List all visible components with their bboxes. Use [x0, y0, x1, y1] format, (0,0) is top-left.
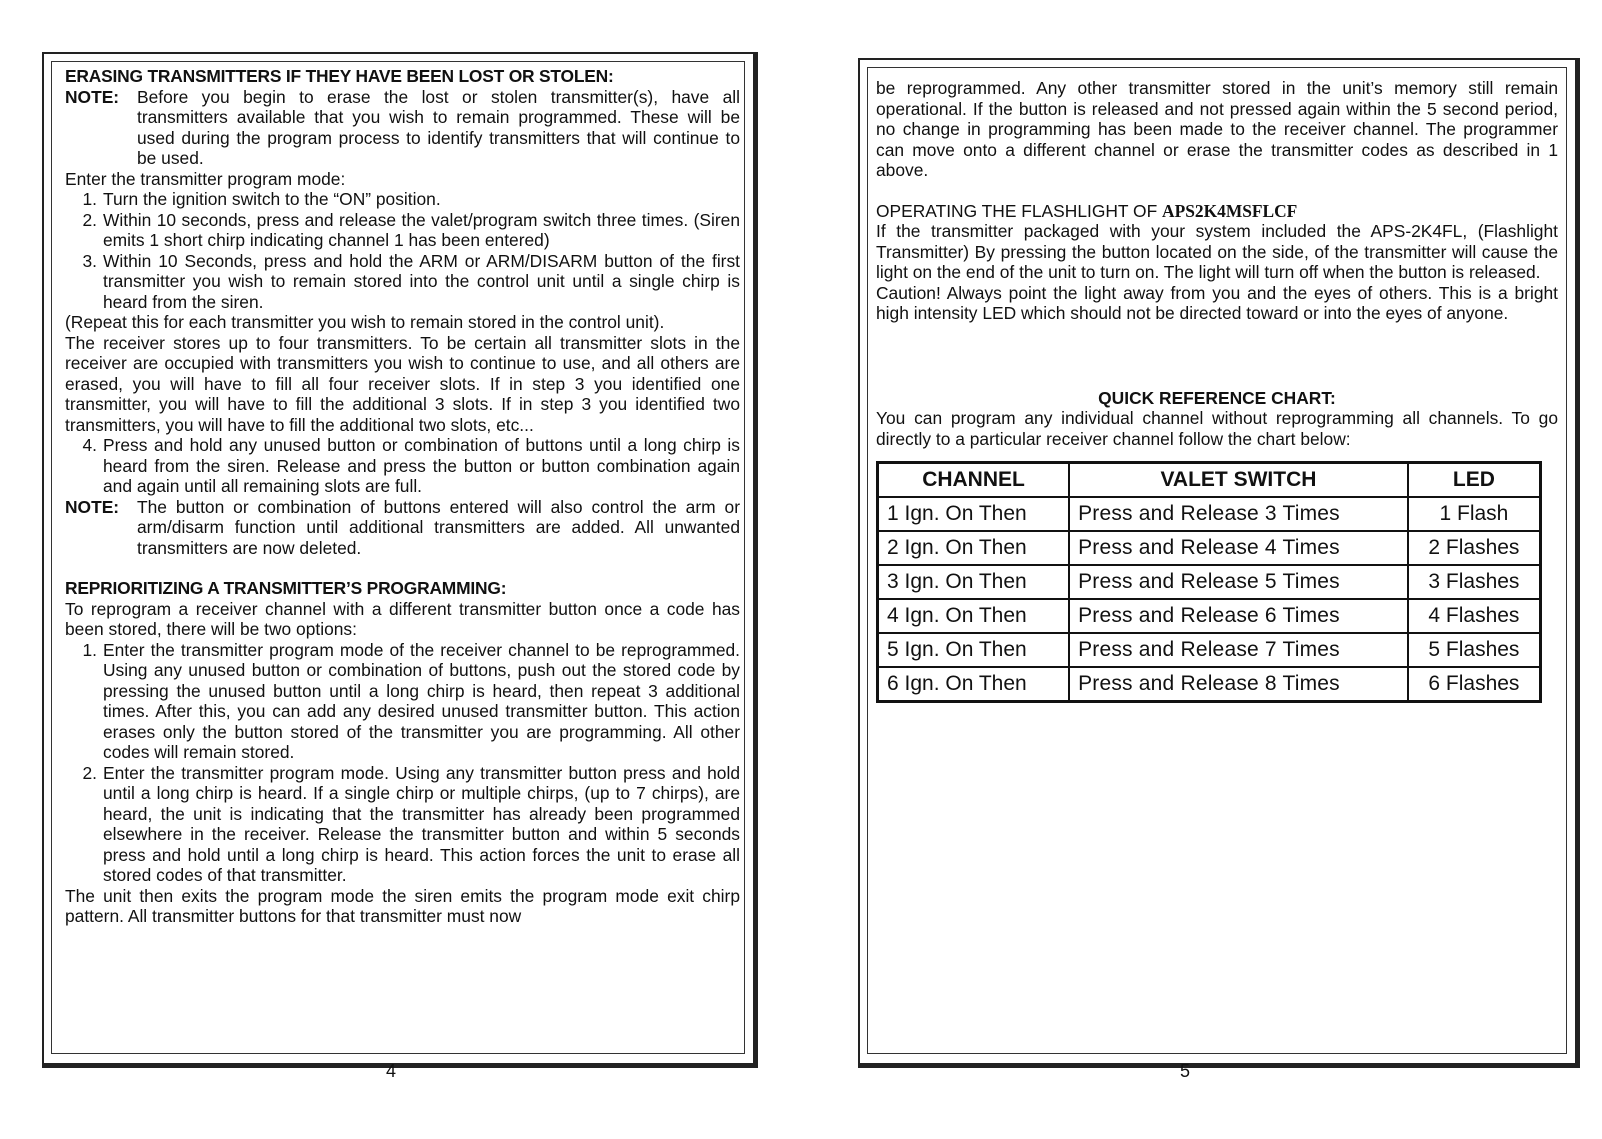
caution-text: Caution! Always point the light away from you and the eyes of others. This is a bright high intensity LED which should not be directed toward or into the eyes of anyone.	[876, 282, 1558, 323]
cell-valet-switch: Press and Release 7 Times	[1069, 633, 1408, 667]
header-valet-switch: VALET SWITCH	[1069, 463, 1408, 498]
step-number: 1.	[82, 189, 97, 209]
cell-valet-switch: Press and Release 6 Times	[1069, 599, 1408, 633]
table-row	[878, 667, 1541, 702]
left-page-content	[65, 66, 740, 927]
table-row	[878, 531, 1541, 565]
step-number: 4.	[82, 435, 97, 455]
right-page	[858, 58, 1580, 1068]
table-row	[878, 497, 1541, 531]
step-text: Turn the ignition switch to the “ON” position.	[103, 189, 441, 209]
option-number: 1.	[82, 639, 97, 660]
cell-channel: 4 Ign. On Then	[878, 599, 1070, 633]
step-text: Within 10 seconds, press and release the valet/program switch three times. (Siren emits 1 short chirp indicating channel 1 has been entered)	[103, 209, 740, 250]
cell-valet-switch: Press and Release 3 Times	[1069, 497, 1408, 531]
quick-reference-heading: QUICK REFERENCE CHART:	[1098, 387, 1336, 408]
step-text: Within 10 Seconds, press and hold the ARM or ARM/DISARM button of the first transmitter you wish to remain stored into the control unit until a single chirp is heard from the siren.	[103, 250, 740, 312]
section-spacer	[65, 558, 740, 578]
table-row	[878, 633, 1541, 667]
table-row	[878, 599, 1541, 633]
page-number-right: 5	[1180, 1061, 1191, 1081]
cell-led: 4 Flashes	[1408, 599, 1541, 633]
flashlight-text: If the transmitter packaged with your system included the APS-2K4FL, (Flashlight Transmitter) By pressing the button located on the side, of the transmitter will cause the light on the end of the unit to turn on. The light will turn off when the button is released.	[876, 221, 1558, 282]
section-spacer	[876, 181, 1558, 201]
repeat-text: (Repeat this for each transmitter you wish to remain stored in the control unit).	[65, 312, 665, 332]
option-text: Enter the transmitter program mode of the receiver channel to be reprogrammed. Using any unused button or combination of buttons, push out the stored code by pressing the unused button until a long chirp is heard, then repeat 3 additional times. After this, you can add any desired unused transmitter button. This action erases only the button stored of the transmitter you are programming. All other codes will remain stored.	[103, 639, 740, 762]
cell-channel: 1 Ign. On Then	[878, 497, 1070, 531]
flashlight-model: APS2K4MSFLCF	[1162, 200, 1298, 221]
step-4	[65, 435, 740, 497]
step-number: 2.	[82, 209, 97, 230]
step-text: Press and hold any unused button or combination of buttons until a long chirp is heard from the siren. Release and press the button or button combination again and again until all remaining slots are full.	[103, 435, 740, 496]
receiver-text: The receiver stores up to four transmitters. To be certain all transmitter slots in the receiver are occupied with transmitters you wish to continue to use, and all others are erased, you will have to fill all four receiver slots. If in step 3 you identified one transmitter, you will have to fill the additional 3 slots. If in step 3 you identified two transmitters, you will have to fill the additional two slots, etc...	[65, 332, 740, 435]
cell-valet-switch: Press and Release 5 Times	[1069, 565, 1408, 599]
cell-led: 1 Flash	[1408, 497, 1541, 531]
cell-led: 5 Flashes	[1408, 633, 1541, 667]
cell-channel: 5 Ign. On Then	[878, 633, 1070, 667]
step-2	[65, 210, 740, 251]
note-2	[65, 497, 740, 559]
option-text: Enter the transmitter program mode. Using any transmitter button press and hold until a long chirp is heard. If a single chirp or multiple chirps, (up to 7 chirps), are heard, the unit is indicating that the transmitter has already been programmed elsewhere in the receiver. Release the transmitter button and within 5 seconds press and hold until a long chirp is heard. This action forces the unit to erase all stored codes of that transmitter.	[103, 762, 740, 885]
reprioritize-intro: To reprogram a receiver channel with a different transmitter button once a code has been stored, there will be two options:	[65, 598, 740, 639]
table-header-row	[878, 463, 1541, 498]
cell-channel: 6 Ign. On Then	[878, 667, 1070, 702]
note-1-label: NOTE:	[65, 86, 120, 107]
header-led: LED	[1408, 463, 1541, 498]
continued-text: be reprogrammed. Any other transmitter stored in the unit’s memory still remain operational. If the button is released and not pressed again within the 5 second period, no change in programming has been made to the receiver channel. The programmer can move onto a different channel or erase the transmitter codes as described in 1 above.	[876, 78, 1558, 180]
note-2-label: NOTE:	[65, 496, 120, 517]
quick-reference-table	[876, 461, 1542, 703]
left-page	[42, 52, 758, 1068]
note-1-text: Before you begin to erase the lost or stolen transmitter(s), have all transmitters available that you wish to remain programmed. These will be used during the program process to identify transmitters that will continue to be used.	[137, 86, 740, 168]
option-1	[65, 640, 740, 763]
reprioritize-heading: REPRIORITIZING A TRANSMITTER’S PROGRAMMING:	[65, 578, 507, 598]
page-number-left: 4	[386, 1061, 397, 1081]
step-3	[65, 251, 740, 313]
cell-valet-switch: Press and Release 8 Times	[1069, 667, 1408, 702]
note-1	[65, 87, 740, 169]
erase-heading: ERASING TRANSMITTERS IF THEY HAVE BEEN LOST OR STOLEN:	[65, 66, 614, 86]
cell-led: 3 Flashes	[1408, 565, 1541, 599]
cell-led: 6 Flashes	[1408, 667, 1541, 702]
right-page-content	[876, 78, 1558, 703]
cell-led: 2 Flashes	[1408, 531, 1541, 565]
enter-mode-text: Enter the transmitter program mode:	[65, 168, 346, 189]
header-channel: CHANNEL	[878, 463, 1070, 498]
flashlight-heading-prefix: OPERATING THE FLASHLIGHT OF	[876, 200, 1158, 221]
note-2-text: The button or combination of buttons entered will also control the arm or arm/disarm function until additional transmitters are added. All unwanted transmitters are now deleted.	[137, 496, 740, 558]
table-row	[878, 565, 1541, 599]
exit-text: The unit then exits the program mode the siren emits the program mode exit chirp pattern. All transmitter buttons for that transmitter must now	[65, 885, 740, 926]
option-2	[65, 763, 740, 886]
cell-channel: 2 Ign. On Then	[878, 531, 1070, 565]
cell-valet-switch: Press and Release 4 Times	[1069, 531, 1408, 565]
quick-reference-intro: You can program any individual channel without reprogramming all channels. To go directly to a particular receiver channel follow the chart below:	[876, 408, 1558, 449]
cell-channel: 3 Ign. On Then	[878, 565, 1070, 599]
step-1	[65, 189, 740, 210]
flashlight-heading	[876, 201, 1558, 222]
option-number: 2.	[82, 762, 97, 783]
step-number: 3.	[82, 250, 97, 271]
